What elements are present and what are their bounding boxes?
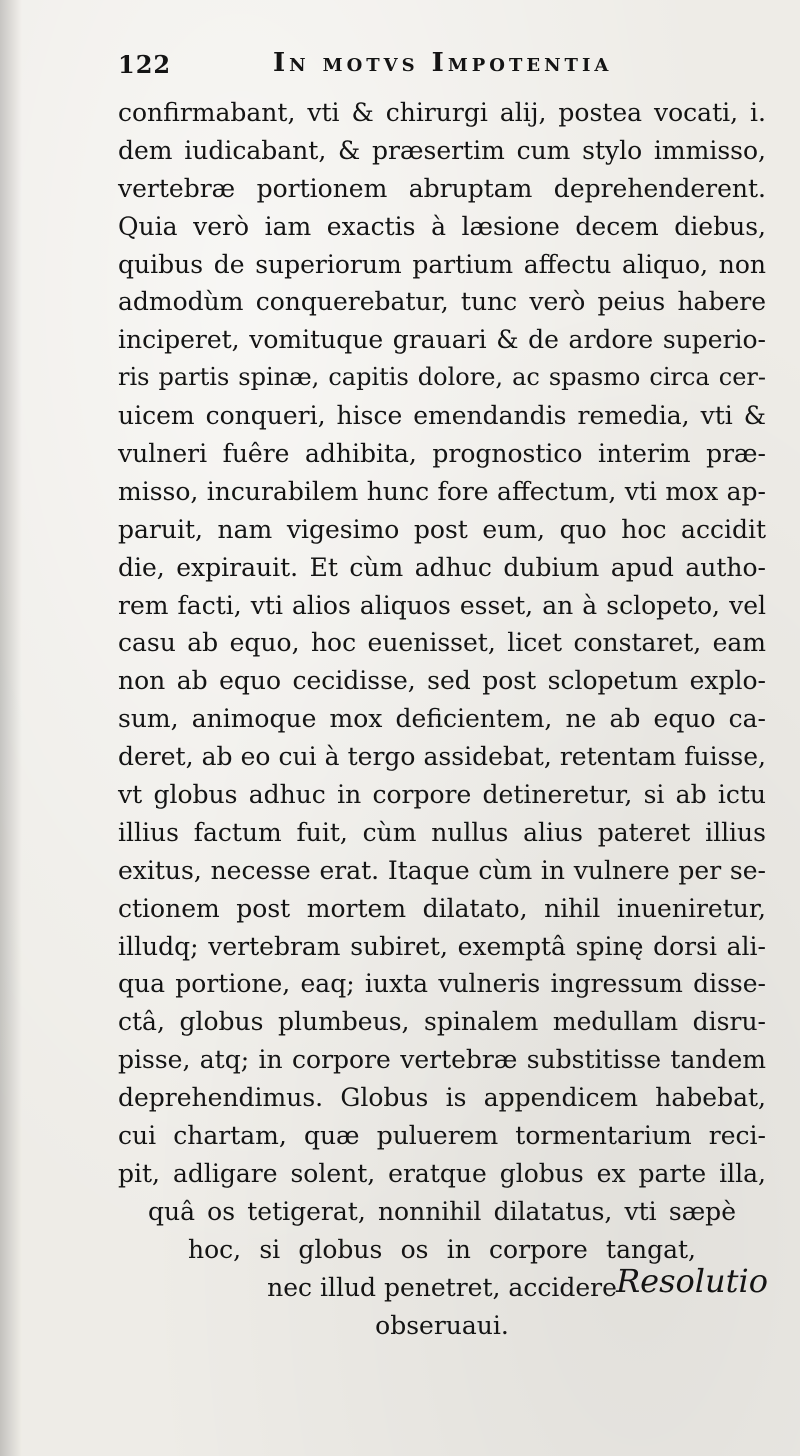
running-head: In motvs Impotentia bbox=[273, 48, 613, 78]
page-header bbox=[118, 44, 678, 84]
text-line: ris partis spinæ, capitis dolore, ac spasmo circa cer- bbox=[118, 363, 766, 392]
text-line: inciperet, vomituque grauari & de ardore superio- bbox=[118, 325, 766, 355]
text-line: ctâ, globus plumbeus, spinalem medullam disru- bbox=[118, 1007, 766, 1037]
text-line: qua portione, eaq; iuxta vulneris ingressum disse- bbox=[118, 969, 766, 999]
text-line: ctionem post mortem dilatato, nihil inueniretur, bbox=[118, 893, 766, 923]
catchword: Resolutio bbox=[616, 1262, 768, 1300]
text-line: quibus de superiorum partium affectu aliquo, non bbox=[118, 249, 766, 279]
text-line: die, expirauit. Et cùm adhuc dubium apud autho- bbox=[118, 552, 766, 582]
page-number: 122 bbox=[118, 50, 172, 79]
text-line: admodùm conquerebatur, tunc verò peius habere bbox=[118, 287, 766, 317]
text-line: illius factum fuit, cùm nullus alius pateret illius bbox=[118, 817, 766, 847]
text-line: pit, adligare solent, eratque globus ex parte illa, bbox=[118, 1158, 766, 1188]
text-line: uicem conqueri, hisce emendandis remedia, vti & bbox=[118, 401, 766, 431]
text-line: illudq; vertebram subiret, exemptâ spinę dorsi ali- bbox=[118, 931, 766, 961]
text-line: nec illud penetret, accidere bbox=[267, 1272, 617, 1302]
text-line: sum, animoque mox deficientem, ne ab equo ca- bbox=[118, 704, 766, 734]
text-line: misso, incurabilem hunc fore affectum, vti mox ap- bbox=[118, 476, 766, 506]
text-line: pisse, atq; in corpore vertebræ substitisse tandem bbox=[118, 1045, 766, 1075]
text-line: paruit, nam vigesimo post eum, quo hoc accidit bbox=[118, 514, 766, 544]
text-line: cui chartam, quæ puluerem tormentarium reci- bbox=[118, 1121, 766, 1151]
text-line: casu ab equo, hoc euenisset, licet constaret, eam bbox=[118, 628, 766, 658]
text-line: obseruaui. bbox=[375, 1310, 509, 1340]
text-line: deret, ab eo cui à tergo assidebat, retentam fuisse, bbox=[118, 742, 766, 772]
text-line: exitus, necesse erat. Itaque cùm in vulnere per se- bbox=[118, 855, 766, 885]
text-line: vulneri fuêre adhibita, prognostico interim præ- bbox=[118, 439, 766, 469]
gutter-shadow bbox=[0, 0, 22, 1456]
text-line: non ab equo cecidisse, sed post sclopetum explo- bbox=[118, 666, 766, 696]
text-line: vertebræ portionem abruptam deprehenderent. bbox=[118, 173, 766, 203]
text-line: dem iudicabant, & præsertim cum stylo immisso, bbox=[118, 135, 766, 165]
body-text bbox=[118, 94, 766, 1344]
text-line: quâ os tetigerat, nonnihil dilatatus, vti sæpè bbox=[148, 1196, 736, 1226]
text-line: vt globus adhuc in corpore detineretur, si ab ictu bbox=[118, 780, 766, 810]
text-line: Quia verò iam exactis à læsione decem diebus, bbox=[118, 211, 766, 241]
text-line: deprehendimus. Globus is appendicem habebat, bbox=[118, 1083, 766, 1113]
text-line: confirmabant, vti & chirurgi alij, postea vocati, i. bbox=[118, 98, 766, 127]
text-line: hoc, si globus os in corpore tangat, bbox=[188, 1234, 696, 1264]
text-line: rem facti, vti alios aliquos esset, an à sclopeto, vel bbox=[118, 590, 766, 620]
